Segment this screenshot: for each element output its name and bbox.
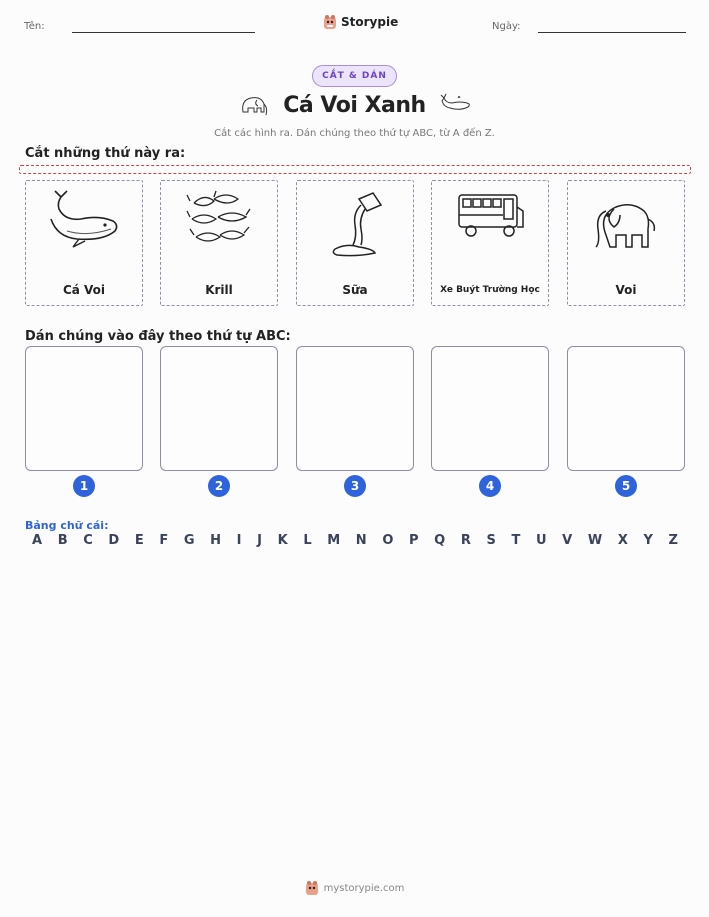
alphabet-letter: R bbox=[460, 533, 471, 548]
alphabet-letter: K bbox=[277, 533, 288, 548]
paste-box-5[interactable] bbox=[567, 346, 685, 471]
alphabet-letter: N bbox=[355, 533, 367, 548]
storypie-mascot-icon bbox=[323, 14, 337, 30]
alphabet-letter: Q bbox=[434, 533, 446, 548]
paste-box-1[interactable] bbox=[25, 346, 143, 471]
instructions: Cắt các hình ra. Dán chúng theo thứ tự ABC, từ A đến Z. bbox=[214, 128, 495, 139]
alphabet-letter: X bbox=[617, 533, 628, 548]
alphabet-heading: Bảng chữ cái: bbox=[25, 519, 109, 532]
cut-card-elephant[interactable] bbox=[567, 180, 685, 306]
whale-icon bbox=[47, 189, 121, 249]
number-badge-4: 4 bbox=[479, 475, 501, 497]
date-label: Ngày: bbox=[492, 21, 521, 32]
date-field[interactable] bbox=[538, 32, 686, 33]
alphabet-letter: L bbox=[303, 533, 312, 548]
paste-box-4[interactable] bbox=[431, 346, 549, 471]
cut-card-milk[interactable] bbox=[296, 180, 414, 306]
alphabet-letter: U bbox=[535, 533, 547, 548]
card-label: Voi bbox=[615, 283, 637, 297]
card-label: Cá Voi bbox=[62, 283, 106, 297]
number-badge-3: 3 bbox=[344, 475, 366, 497]
alphabet-letter: H bbox=[210, 533, 222, 548]
elephant-icon bbox=[237, 92, 269, 118]
footer-link[interactable]: mystorypie.com bbox=[323, 882, 405, 894]
name-label: Tên: bbox=[24, 21, 45, 32]
cut-line bbox=[19, 165, 691, 174]
number-badge-1: 1 bbox=[73, 475, 95, 497]
krill-icon bbox=[186, 189, 252, 253]
alphabet-letter: D bbox=[108, 533, 120, 548]
alphabet-letter: T bbox=[511, 533, 521, 548]
alphabet-letter: E bbox=[134, 533, 144, 548]
alphabet-letter: B bbox=[57, 533, 68, 548]
brand-logo bbox=[323, 14, 398, 30]
cut-card-whale[interactable] bbox=[25, 180, 143, 306]
page-title: Cá Voi Xanh bbox=[283, 92, 426, 118]
alphabet-letter: Z bbox=[668, 533, 678, 548]
storypie-mascot-icon bbox=[305, 880, 319, 896]
paste-box-3[interactable] bbox=[296, 346, 414, 471]
milk-icon bbox=[327, 189, 383, 257]
number-badge-2: 2 bbox=[208, 475, 230, 497]
brand-name: Storypie bbox=[341, 15, 399, 29]
alphabet-letter: W bbox=[587, 533, 603, 548]
card-label: Sữa bbox=[342, 283, 368, 297]
alphabet-letter: I bbox=[236, 533, 242, 548]
footer bbox=[305, 880, 405, 896]
alphabet-letter: V bbox=[562, 533, 573, 548]
activity-badge: CẮT & DÁN bbox=[312, 65, 397, 87]
paste-box-2[interactable] bbox=[160, 346, 278, 471]
card-label: Krill bbox=[205, 283, 233, 297]
whale-icon bbox=[440, 93, 472, 117]
alphabet-letter: M bbox=[327, 533, 341, 548]
alphabet-letter: S bbox=[486, 533, 496, 548]
alphabet-letter: J bbox=[257, 533, 262, 548]
elephant-icon bbox=[592, 189, 660, 249]
alphabet-letter: C bbox=[83, 533, 93, 548]
number-badge-5: 5 bbox=[615, 475, 637, 497]
card-label: Xe Buýt Trường Học bbox=[440, 285, 540, 295]
paste-heading: Dán chúng vào đây theo thứ tự ABC: bbox=[25, 329, 291, 344]
alphabet-letter: F bbox=[159, 533, 169, 548]
alphabet-letter: P bbox=[409, 533, 419, 548]
alphabet-letter: A bbox=[32, 533, 43, 548]
alphabet-letter: Y bbox=[643, 533, 653, 548]
alphabet-letter: G bbox=[183, 533, 195, 548]
school-bus-icon bbox=[455, 189, 525, 241]
alphabet-strip bbox=[32, 533, 678, 548]
cut-card-school-bus[interactable] bbox=[431, 180, 549, 306]
name-field[interactable] bbox=[72, 32, 255, 33]
cut-card-krill[interactable] bbox=[160, 180, 278, 306]
cut-heading: Cắt những thứ này ra: bbox=[25, 146, 186, 161]
alphabet-letter: O bbox=[382, 533, 394, 548]
